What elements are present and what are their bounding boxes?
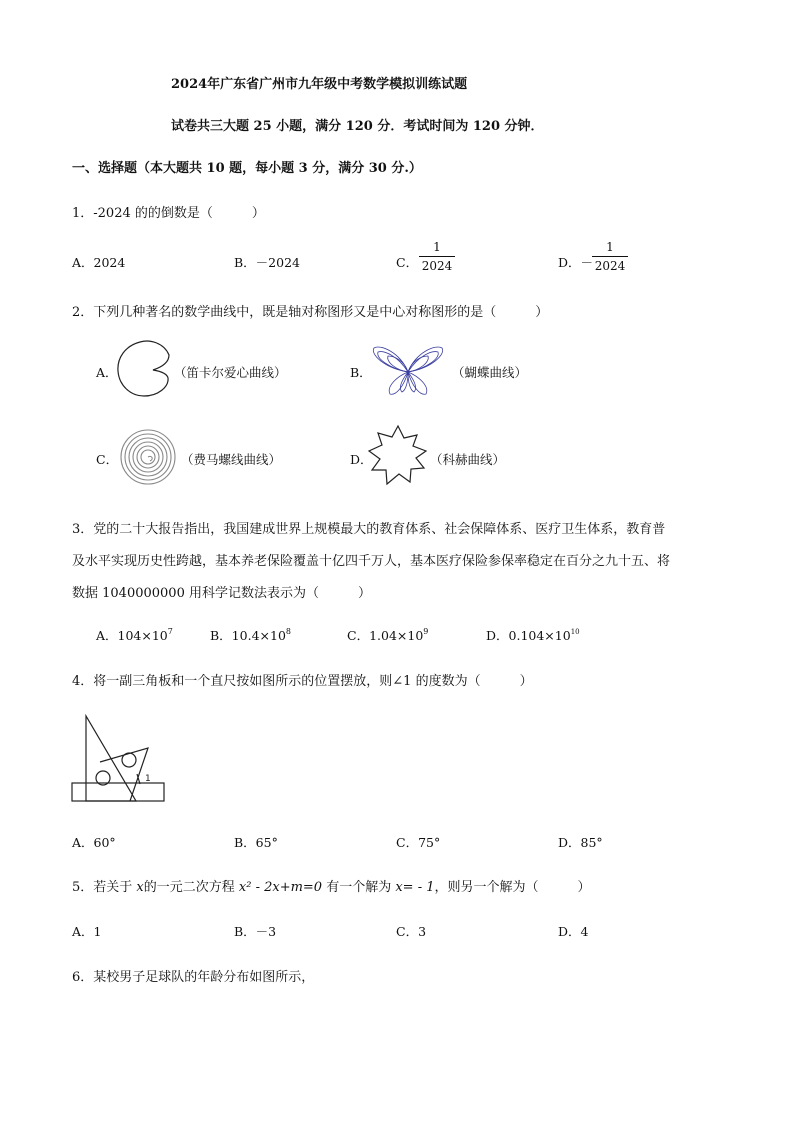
q1-option-c-fraction: [419, 240, 455, 273]
stem-text: 的一元二次方程: [143, 880, 239, 895]
q1-option-d-fraction: [592, 240, 628, 273]
question-5-stem: [72, 876, 591, 895]
cardioid-curve-image: [117, 340, 175, 398]
q5-option-d: D．4: [558, 924, 589, 939]
fraction-denominator: 2024: [594, 259, 626, 273]
stem-text: ，则另一个解为（ ）: [434, 880, 591, 895]
variable: x: [136, 880, 144, 895]
q2-option-c-label: C．: [96, 452, 119, 467]
fraction-denominator: 2024: [421, 259, 453, 273]
exponent: 10: [570, 628, 580, 636]
exam-subtitle: 试卷共三大题 25 小题，满分 120 分．考试时间为 120 分钟．: [171, 119, 544, 134]
question-3-line-1: 3．党的二十大报告指出，我国建成世界上规模最大的教育体系、社会保障体系、医疗卫生体系，教育普: [72, 522, 666, 537]
root: x= - 1: [395, 880, 435, 895]
exponent: 7: [167, 627, 173, 636]
option-text: A．104×10: [96, 628, 168, 643]
q2-option-b-name: （蝴蝶曲线）: [452, 365, 528, 380]
butterfly-curve-image: [370, 342, 446, 398]
q2-option-a-label: A．: [96, 365, 118, 380]
q1-option-c-prefix: C．: [396, 255, 419, 270]
q2-option-d-label: D．: [350, 452, 373, 467]
q3-option-a: [96, 626, 173, 644]
q4-option-b: B．65°: [234, 835, 278, 850]
fraction-numerator: 1: [606, 240, 614, 254]
q1-option-a: A．2024: [72, 255, 126, 270]
option-text: C．1.04×10: [347, 628, 424, 643]
q5-option-a: A．1: [72, 924, 102, 939]
q5-option-b: B．－3: [234, 924, 277, 939]
equation: x² - 2x+m=0: [238, 880, 323, 895]
question-6-stem: 6．某校男子足球队的年龄分布如图所示，: [72, 970, 315, 985]
q4-option-d: D．85°: [558, 835, 603, 850]
q2-option-a-name: （笛卡尔爱心曲线）: [174, 365, 287, 380]
koch-snowflake-image: [366, 424, 430, 488]
triangle-ruler-figure: [70, 714, 170, 804]
fermat-spiral-image: [118, 428, 178, 486]
q4-option-c: C．75°: [396, 835, 441, 850]
fraction-bar: [592, 256, 628, 257]
option-text: B．10.4×10: [210, 628, 286, 643]
q3-option-b: [210, 626, 291, 644]
question-1-stem: 1．-2024 的的倒数是（ ）: [72, 206, 265, 221]
q3-option-d: [486, 626, 580, 644]
q2-option-d-name: （科赫曲线）: [430, 452, 506, 467]
q5-option-c: C．3: [396, 924, 427, 939]
q1-option-b: B．－2024: [234, 255, 300, 270]
question-4-stem: 4．将一副三角板和一个直尺按如图所示的位置摆放，则∠1 的度数为（ ）: [72, 674, 533, 689]
exponent: 8: [285, 627, 291, 636]
exponent: 9: [423, 627, 429, 636]
question-3-line-3: 数据 1040000000 用科学记数法表示为（ ）: [72, 586, 371, 601]
question-2-stem: 2．下列几种著名的数学曲线中，既是轴对称图形又是中心对称图形的是（ ）: [72, 305, 549, 320]
q2-option-c-name: （费马螺线曲线）: [181, 452, 282, 467]
question-3-line-2: 及水平实现历史性跨越，基本养老保险覆盖十亿四千万人，基本医疗保险参保率稳定在百分之九十五、将: [72, 554, 671, 569]
stem-text: 5．若关于: [72, 880, 137, 895]
q3-option-c: [347, 626, 428, 644]
fraction-bar: [419, 256, 455, 257]
fraction-numerator: 1: [433, 240, 441, 254]
section-heading: 一、选择题（本大题共 10 题，每小题 3 分，满分 30 分.）: [72, 161, 422, 176]
q1-option-d-prefix: D．－: [558, 255, 594, 270]
q2-option-b-label: B．: [350, 365, 372, 380]
stem-text: 有一个解为: [322, 880, 396, 895]
angle-1-label: 1: [145, 774, 151, 784]
option-text: D．0.104×10: [486, 628, 571, 643]
q4-option-a: A．60°: [72, 835, 116, 850]
exam-title: 2024年广东省广州市九年级中考数学模拟训练试题: [171, 77, 468, 92]
